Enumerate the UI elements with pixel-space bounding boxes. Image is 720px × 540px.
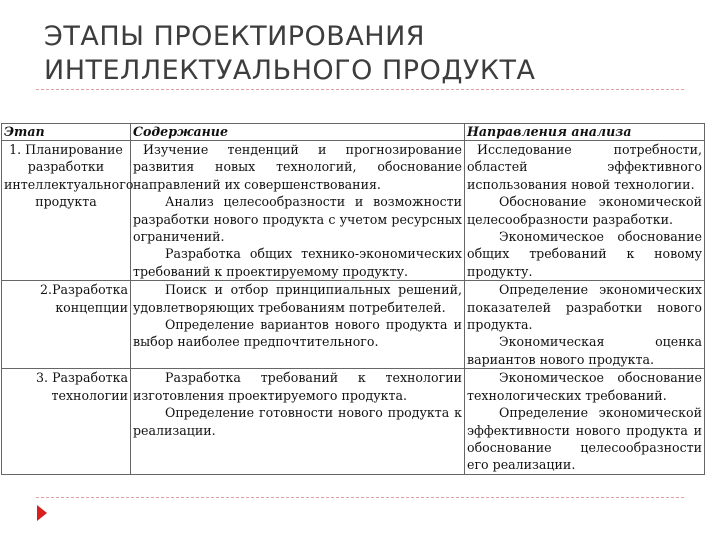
content-paragraph: Определение вариантов нового продукта и выбор наиболее предпочтительного.	[133, 317, 462, 350]
content-paragraph: Поиск и отбор принципиальных решений, удовлетворяющих требованиям потребителей.	[133, 282, 462, 315]
table-row	[2, 369, 705, 474]
analysis-paragraph: Определение экономических показателей разработки нового продукта.	[467, 282, 702, 333]
bottom-divider	[36, 497, 684, 498]
stage-cell: 3. Разработка технологии	[2, 369, 131, 474]
header-analysis: Направления анализа	[465, 124, 705, 141]
analysis-cell	[465, 369, 705, 474]
content-paragraph: Разработка общих технико-экономических требований к проектируемому продукту.	[133, 246, 462, 279]
title-line-1: ЭТАПЫ ПРОЕКТИРОВАНИЯ	[44, 21, 426, 52]
header-stage: Этап	[2, 124, 131, 141]
content-cell	[131, 369, 465, 474]
table-row	[2, 281, 705, 369]
header-row	[2, 124, 705, 141]
stage-cell: 1. Планирование разработки интеллектуального продукта	[2, 141, 131, 281]
analysis-paragraph: Экономическое обоснование общих требований к новому продукту.	[467, 229, 702, 279]
stage-cell: 2.Разработка концепции	[2, 281, 131, 369]
stages-table	[1, 123, 705, 475]
analysis-paragraph: Экономическое обоснование технологических требований.	[467, 370, 702, 403]
header-content: Содержание	[131, 124, 465, 141]
content-cell	[131, 141, 465, 281]
analysis-cell	[465, 281, 705, 369]
content-paragraph: Определение готовности нового продукта к реализации.	[133, 405, 462, 438]
analysis-paragraph: Экономическая оценка вариантов нового продукта.	[467, 334, 702, 367]
content-paragraph: Изучение тенденций и прогнозирование развития новых технологий, обоснование направлений их совершенствования.	[133, 142, 462, 192]
content-cell	[131, 281, 465, 369]
content-paragraph: Разработка требований к технологии изготовления проектируемого продукта.	[133, 370, 462, 403]
slide-title	[44, 20, 684, 88]
analysis-paragraph: Обоснование экономической целесообразности разработки.	[467, 194, 702, 227]
analysis-paragraph: Исследование потребности, областей эффективного использования новой технологии.	[467, 142, 702, 192]
content-paragraph: Анализ целесообразности и возможности разработки нового продукта с учетом ресурсных ограничений.	[133, 194, 462, 245]
triangle-marker-icon	[37, 505, 47, 521]
top-divider	[36, 89, 684, 90]
analysis-cell	[465, 141, 705, 281]
analysis-paragraph: Определение экономической эффективности нового продукта и обоснование целесообразности его реализации.	[467, 405, 702, 473]
table-row	[2, 141, 705, 281]
title-line-2: ИНТЕЛЛЕКТУАЛЬНОГО ПРОДУКТА	[44, 55, 536, 86]
